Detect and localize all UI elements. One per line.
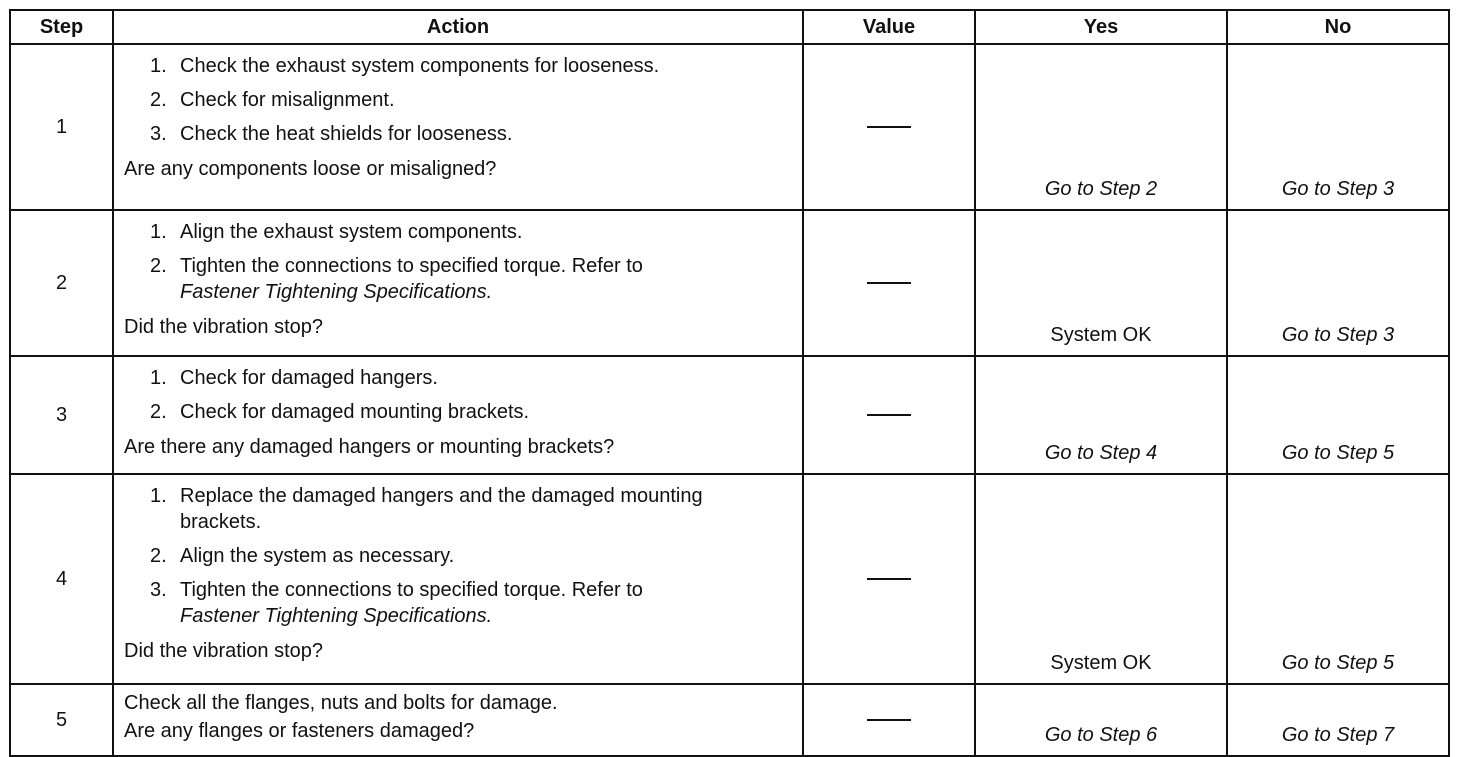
diagnostic-table bbox=[9, 9, 1450, 757]
item-number: 2. bbox=[150, 545, 167, 567]
no-cell: Go to Step 5 bbox=[1227, 474, 1449, 684]
item-number: 1. bbox=[150, 485, 167, 507]
table-row bbox=[10, 684, 1449, 756]
item-number: 2. bbox=[150, 255, 167, 277]
item-text: Align the exhaust system components. bbox=[180, 221, 523, 243]
header-step: Step bbox=[10, 10, 113, 44]
question: Are there any damaged hangers or mounting brackets? bbox=[124, 436, 615, 458]
item-text: Check the exhaust system components for looseness. bbox=[180, 55, 660, 77]
header-no: No bbox=[1227, 10, 1449, 44]
value-cell bbox=[803, 210, 975, 356]
question: Are any components loose or misaligned? bbox=[124, 158, 497, 180]
header-value: Value bbox=[803, 10, 975, 44]
action-cell bbox=[113, 356, 803, 474]
dash-icon bbox=[867, 719, 911, 721]
action-text: Check all the flanges, nuts and bolts for damage. bbox=[124, 692, 558, 714]
action-list bbox=[124, 53, 794, 147]
item-number: 3. bbox=[150, 123, 167, 145]
item-number: 2. bbox=[150, 401, 167, 423]
header-action: Action bbox=[113, 10, 803, 44]
header-yes: Yes bbox=[975, 10, 1227, 44]
action-cell bbox=[113, 44, 803, 210]
value-cell bbox=[803, 474, 975, 684]
question: Did the vibration stop? bbox=[124, 640, 324, 662]
item-text: Align the system as necessary. bbox=[180, 545, 455, 567]
value-cell bbox=[803, 44, 975, 210]
step-number: 2 bbox=[10, 210, 113, 356]
item-number: 3. bbox=[150, 579, 167, 601]
table-row bbox=[10, 474, 1449, 684]
question: Did the vibration stop? bbox=[124, 316, 324, 338]
no-cell: Go to Step 5 bbox=[1227, 356, 1449, 474]
action-list bbox=[124, 219, 794, 305]
dash-icon bbox=[867, 126, 911, 128]
list-item bbox=[150, 121, 794, 147]
yes-cell: System OK bbox=[975, 210, 1227, 356]
no-cell: Go to Step 7 bbox=[1227, 684, 1449, 756]
list-item bbox=[150, 365, 794, 391]
header-row bbox=[10, 10, 1449, 44]
spec-reference: Fastener Tightening Specifications. bbox=[180, 281, 493, 303]
question: Are any flanges or fasteners damaged? bbox=[124, 720, 475, 742]
action-cell bbox=[113, 474, 803, 684]
action-cell bbox=[113, 210, 803, 356]
step-number: 5 bbox=[10, 684, 113, 756]
item-text: Replace the damaged hangers and the damaged mounting brackets. bbox=[180, 485, 703, 533]
action-list bbox=[124, 365, 794, 425]
item-number: 2. bbox=[150, 89, 167, 111]
item-text: Tighten the connections to specified torque. Refer to bbox=[180, 579, 643, 601]
value-cell bbox=[803, 356, 975, 474]
yes-cell: Go to Step 6 bbox=[975, 684, 1227, 756]
action-list bbox=[124, 483, 794, 629]
item-text: Check for damaged hangers. bbox=[180, 367, 438, 389]
spec-reference: Fastener Tightening Specifications. bbox=[180, 605, 493, 627]
table-row bbox=[10, 44, 1449, 210]
item-number: 1. bbox=[150, 55, 167, 77]
item-number: 1. bbox=[150, 221, 167, 243]
no-cell: Go to Step 3 bbox=[1227, 44, 1449, 210]
list-item bbox=[150, 543, 794, 569]
yes-cell: Go to Step 4 bbox=[975, 356, 1227, 474]
list-item bbox=[150, 253, 794, 305]
step-number: 3 bbox=[10, 356, 113, 474]
item-text: Check for damaged mounting brackets. bbox=[180, 401, 530, 423]
value-cell bbox=[803, 684, 975, 756]
step-number: 1 bbox=[10, 44, 113, 210]
item-text: Tighten the connections to specified torque. Refer to bbox=[180, 255, 643, 277]
no-cell: Go to Step 3 bbox=[1227, 210, 1449, 356]
dash-icon bbox=[867, 414, 911, 416]
item-number: 1. bbox=[150, 367, 167, 389]
table-row bbox=[10, 356, 1449, 474]
yes-cell: Go to Step 2 bbox=[975, 44, 1227, 210]
list-item bbox=[150, 399, 794, 425]
list-item bbox=[150, 219, 794, 245]
item-text: Check for misalignment. bbox=[180, 89, 395, 111]
action-cell bbox=[113, 684, 803, 756]
list-item bbox=[150, 87, 794, 113]
table-row bbox=[10, 210, 1449, 356]
dash-icon bbox=[867, 578, 911, 580]
yes-cell: System OK bbox=[975, 474, 1227, 684]
list-item bbox=[150, 53, 794, 79]
step-number: 4 bbox=[10, 474, 113, 684]
list-item bbox=[150, 483, 794, 535]
list-item bbox=[150, 577, 794, 629]
item-text: Check the heat shields for looseness. bbox=[180, 123, 513, 145]
dash-icon bbox=[867, 282, 911, 284]
